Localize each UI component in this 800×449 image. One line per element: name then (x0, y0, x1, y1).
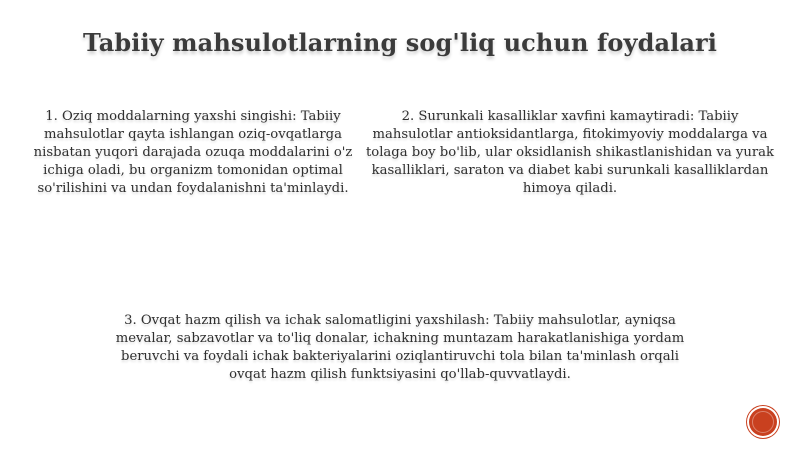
next-slide-circle-icon[interactable] (749, 408, 777, 436)
point-chronic-disease: 2. Surunkali kasalliklar xavfini kamaytiradi: Tabiiy mahsulotlar antioksidantlarga, fitokimyoviy moddalarga va tolaga boy bo'lib, ular oksidlanish shikastlanishidan va yurak kasalliklari, saraton va diabet kabi surunkali kasalliklardan himoya qiladi. (365, 109, 775, 196)
point-nutrient-absorption: 1. Oziq moddalarning yaxshi singishi: Tabiiy mahsulotlar qayta ishlangan oziq-ovqatlarga nisbatan yuqori darajada ozuqa moddalarini o'z ichiga oladi, bu organizm tomonidan optimal so'rilishini va undan foydalanishni ta'minlaydi. (33, 109, 353, 196)
circle-ring-decoration (752, 411, 774, 433)
point-digestion: 3. Ovqat hazm qilish va ichak salomatligini yaxshilash: Tabiiy mahsulotlar, ayniqsa mevalar, sabzavotlar va to'liq donalar, ichakning muntazam harakatlanishiga yordam beruvchi va foydali ichak bakteriyalarini oziqlantiruvchi tola bilan ta'minlash orqali ovqat hazm qilish funktsiyasini qo'llab-quvvatlaydi. (115, 313, 685, 382)
slide-title: Tabiiy mahsulotlarning sog'liq uchun foydalari (83, 28, 717, 57)
